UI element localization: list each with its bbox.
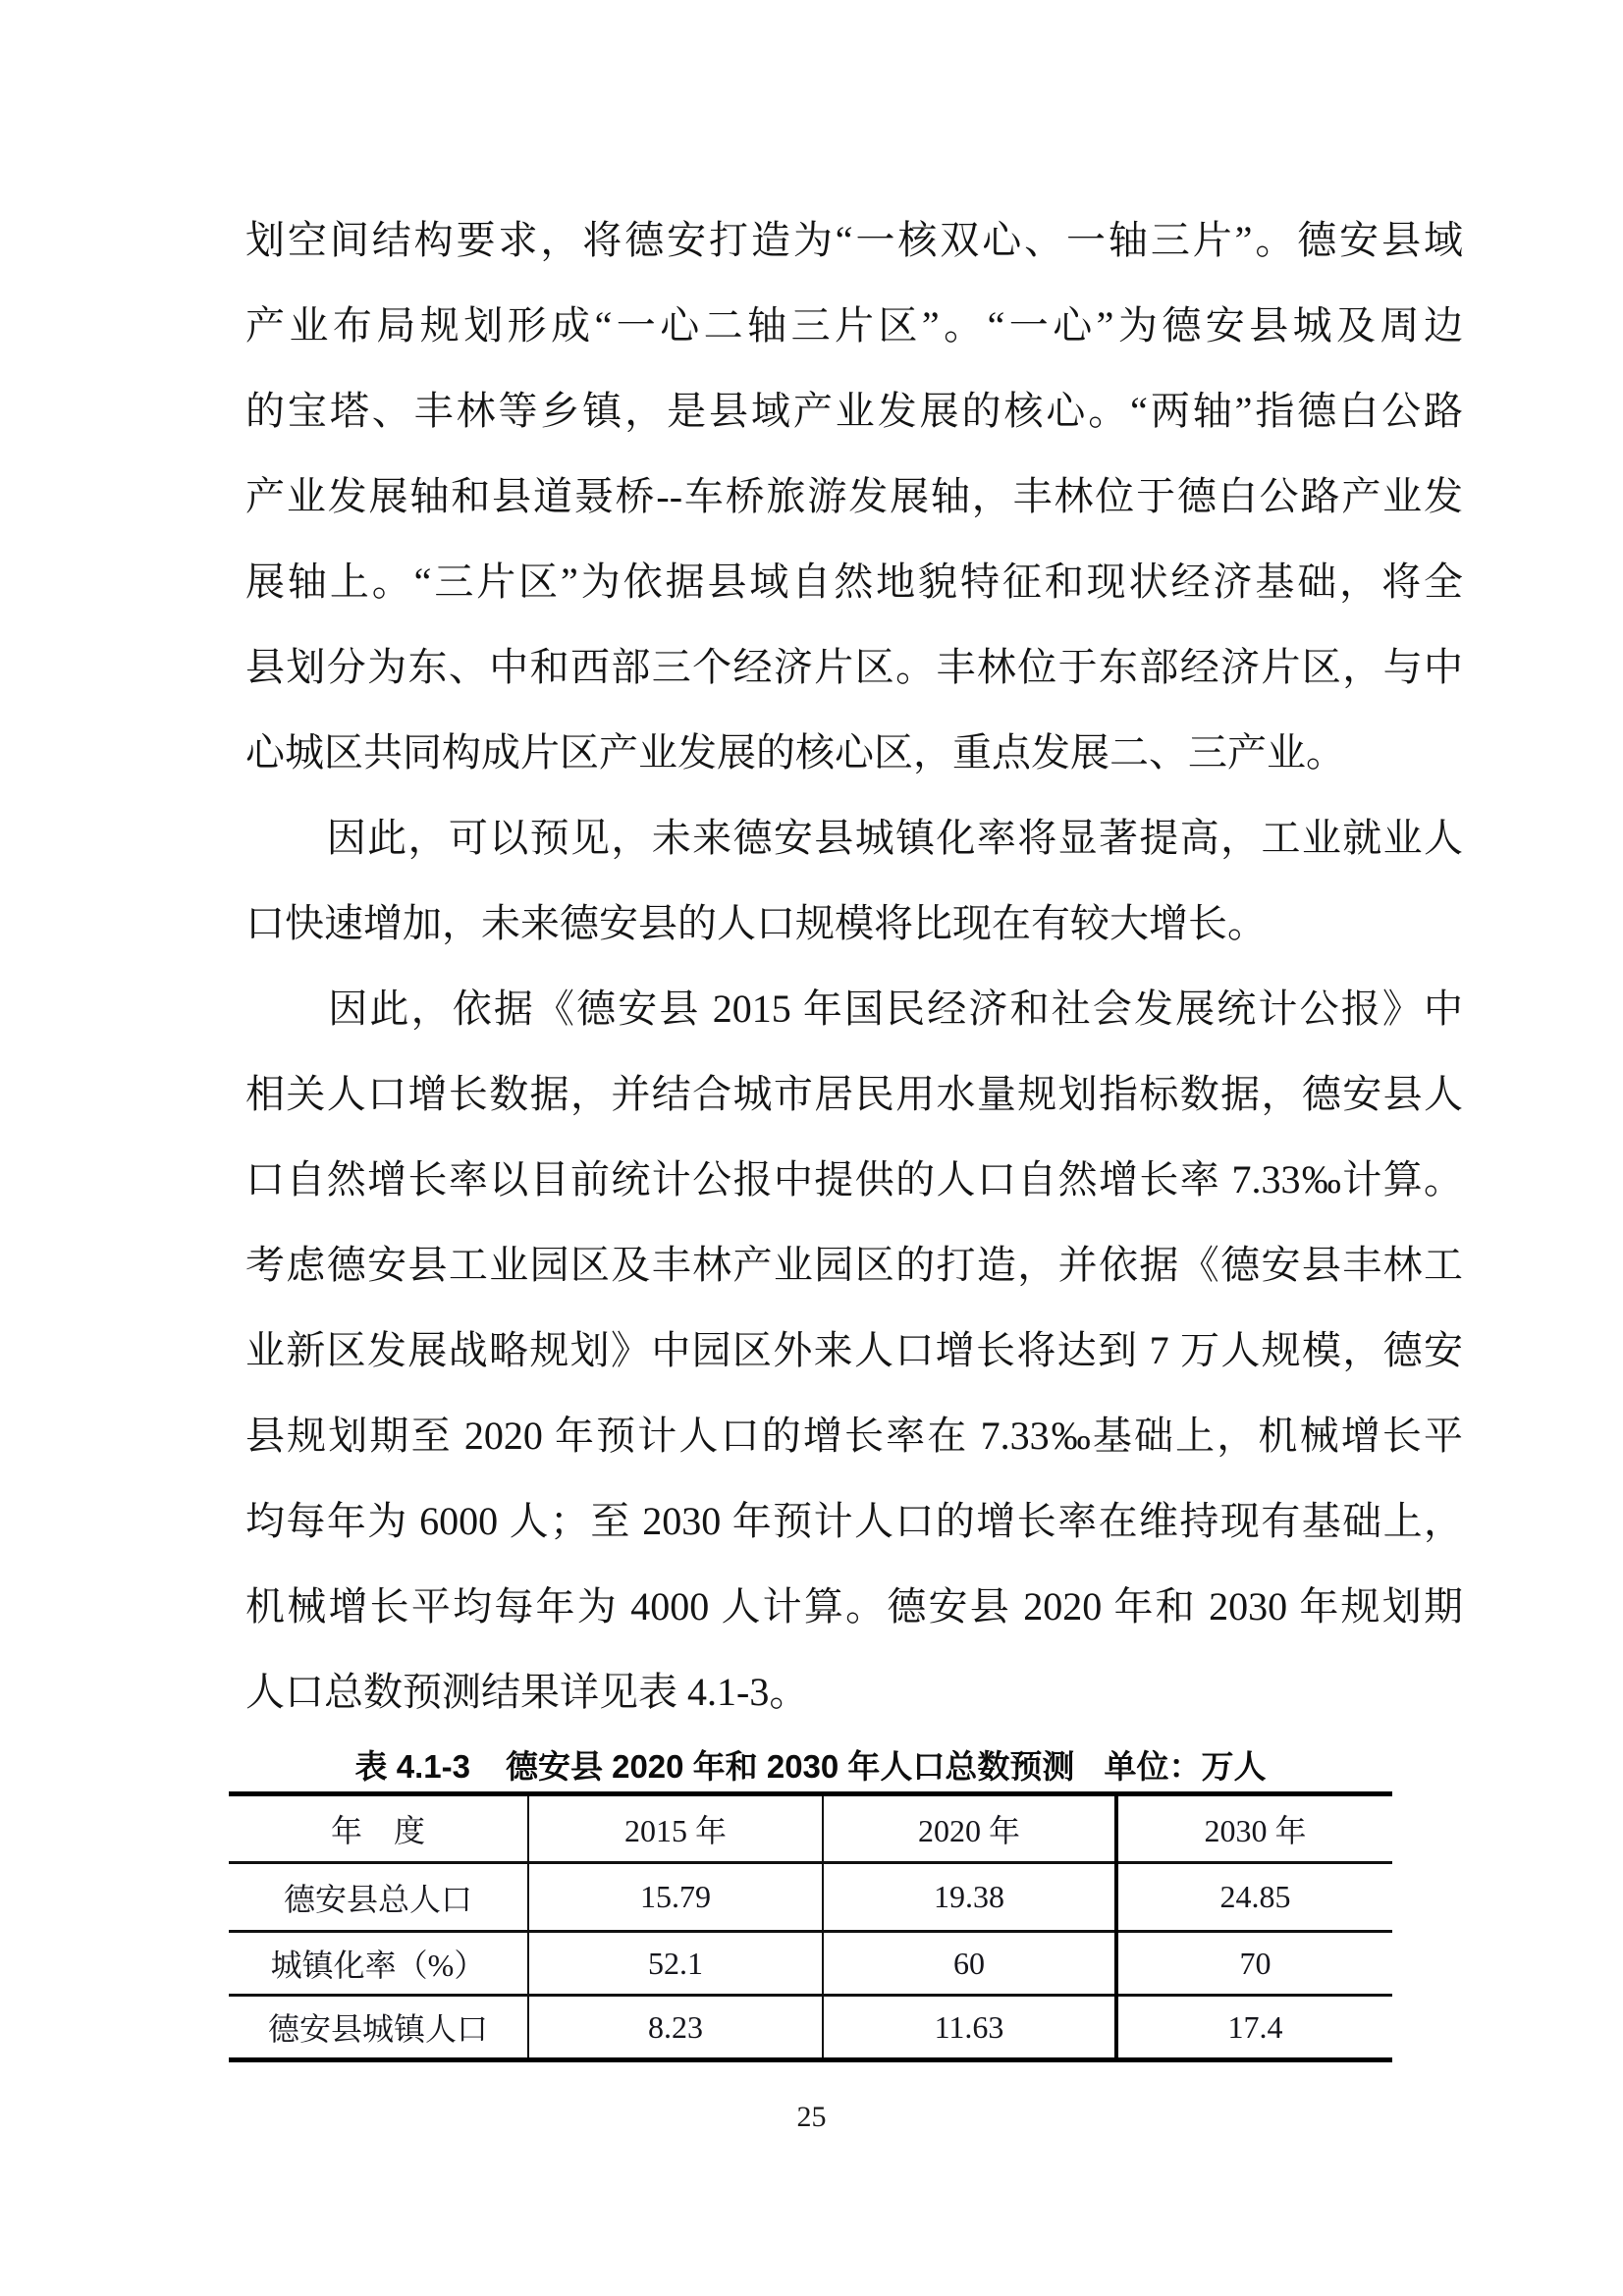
body-line-3: 的宝塔、丰林等乡镇，是县域产业发展的核心。“两轴”指德白公路 [245, 389, 1463, 433]
header-cell-2020: 2020 年 [823, 1794, 1116, 1863]
body-line-18: 人口总数预测结果详见表 4.1-3。 [245, 1670, 809, 1714]
body-line-14: 业新区发展战略规划》中园区外来人口增长将达到 7 万人规模，德安 [245, 1328, 1463, 1372]
body-line-10: 因此，依据《德安县 2015 年国民经济和社会发展统计公报》中 [245, 987, 1463, 1031]
cell-total-2015: 15.79 [528, 1863, 823, 1932]
body-line-9: 口快速增加，未来德安县的人口规模将比现在有较大增长。 [245, 901, 1267, 945]
table-caption-title: 德安县 2020 年和 2030 年人口总数预测 [505, 1748, 1075, 1785]
body-line-8: 因此，可以预见，未来德安县城镇化率将显著提高，工业就业人 [245, 816, 1463, 860]
header-cell-2030: 2030 年 [1116, 1794, 1392, 1863]
cell-urban-2015: 8.23 [528, 1996, 823, 2060]
cell-urban-2020: 11.63 [823, 1996, 1116, 2060]
body-line-11: 相关人口增长数据，并结合城市居民用水量规划指标数据，德安县人 [245, 1072, 1463, 1116]
body-line-7: 心城区共同构成片区产业发展的核心区，重点发展二、三产业。 [245, 730, 1345, 774]
body-line-2: 产业布局规划形成“一心二轴三片区”。“一心”为德安县城及周边 [245, 303, 1463, 347]
population-forecast-table [229, 1791, 1392, 2062]
page-number: 25 [796, 2101, 827, 2133]
table-caption-label: 表 4.1-3 [354, 1748, 470, 1785]
row-label-urban-population: 德安县城镇人口 [229, 1996, 528, 2060]
body-line-13: 考虑德安县工业园区及丰林产业园区的打造，并依据《德安县丰林工 [245, 1243, 1463, 1287]
body-line-15: 县规划期至 2020 年预计人口的增长率在 7.33‰基础上，机械增长平 [245, 1414, 1463, 1458]
cell-total-2030: 24.85 [1116, 1863, 1392, 1932]
cell-urbanization-2030: 70 [1116, 1932, 1392, 1996]
body-text [245, 197, 1463, 1735]
cell-total-2020: 19.38 [823, 1863, 1116, 1932]
table-caption [229, 1741, 1392, 1788]
body-line-16: 均每年为 6000 人；至 2030 年预计人口的增长率在维持现有基础上， [245, 1499, 1463, 1543]
cell-urbanization-2015: 52.1 [528, 1932, 823, 1996]
body-line-4: 产业发展轴和县道聂桥--车桥旅游发展轴，丰林位于德白公路产业发 [245, 474, 1463, 518]
row-label-total-population: 德安县总人口 [229, 1863, 528, 1932]
body-line-5: 展轴上。“三片区”为依据县域自然地貌特征和现状经济基础，将全 [245, 560, 1463, 604]
table-row [229, 1863, 1392, 1932]
header-cell-year: 年 度 [229, 1794, 528, 1863]
body-line-12: 口自然增长率以目前统计公报中提供的人口自然增长率 7.33‰计算。 [245, 1157, 1463, 1201]
body-line-1: 划空间结构要求，将德安打造为“一核双心、一轴三片”。德安县域 [245, 218, 1463, 262]
table-caption-unit: 单位：万人 [1104, 1748, 1267, 1785]
table-header-row [229, 1794, 1392, 1863]
cell-urbanization-2020: 60 [823, 1932, 1116, 1996]
body-line-17: 机械增长平均每年为 4000 人计算。德安县 2020 年和 2030 年规划期 [245, 1584, 1463, 1629]
header-cell-2015: 2015 年 [528, 1794, 823, 1863]
cell-urban-2030: 17.4 [1227, 2008, 1283, 2045]
table-row [229, 1996, 1392, 2060]
body-line-6: 县划分为东、中和西部三个经济片区。丰林位于东部经济片区，与中 [245, 645, 1463, 689]
row-label-urbanization-rate: 城镇化率（%） [229, 1932, 528, 1996]
table-row [229, 1932, 1392, 1996]
